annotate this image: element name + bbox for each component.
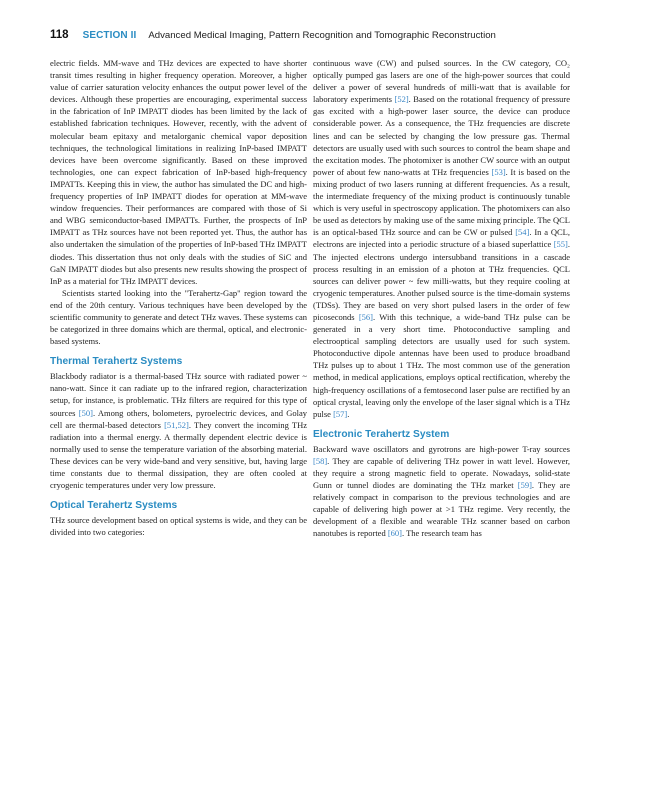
paragraph (313, 443, 570, 540)
heading-thermal-terahertz-systems: Thermal Terahertz Systems (50, 356, 183, 368)
right-column (313, 57, 570, 540)
paragraph (313, 57, 570, 420)
citation-link[interactable]: [60] (387, 528, 402, 539)
citation-link[interactable]: [58] (313, 455, 328, 466)
text-run: . They are relatively compact in comparison to the previous technologies and are capable of delivering high power at >1 THz regime. Very recently, the development of a flexible and wearable THz scanner based on carbon nanotubes is reported (313, 480, 571, 539)
text-run: . In a QCL, electrons are injected into a periodic structure of a biased superlattice (313, 227, 570, 250)
text-run: . Based on the rotational frequency of pressure gas excited with a high-power laser source, the device can produce considerable power. As a consequence, the THz frequencies are discrete lines and can be selected by changing the low pressure gas. Thermal detectors are usually used with such sources to control the beam shape and the excitation modes. The photomixer is another CW source with an output power of about few nano-watts at THz frequencies (313, 94, 570, 177)
section-label: SECTION II (82, 30, 137, 41)
text-run: . They convert the incoming THz radiation into a thermal energy. A thermally dependent electric device is normally used to sense the temperature variation of the absorbing material. These devices can be very wide-band and very sensitive, but, having large time constants due to thermal dissipation, they are often cooled at cryogenic temperatures under very low pressure. (50, 419, 307, 491)
text-run: . It is based on the mixing product of two lasers running at different frequencies. As a result, the intermediate frequency of the mixing product is continuously tunable which is very useful in spectroscopy application. The photomixers can also be used as detectors by making use of the same mixing principle. The QCL is an optical-based THz source and can be CW or pulsed (313, 166, 570, 238)
citation-link[interactable]: [59] (517, 480, 532, 491)
left-column (50, 57, 307, 538)
paragraph: THz source development based on optical systems is wide, and they can be divided into two categories: (50, 515, 307, 538)
citation-link[interactable]: [57] (333, 408, 348, 419)
citation-link[interactable]: [54] (515, 227, 530, 238)
text-run: Backward wave oscillators and gyrotrons are high-power T-ray sources (313, 443, 570, 454)
text-run: continuous wave (CW) and pulsed sources. In the CW category, CO₂ optically pumped gas lasers are one of the high-power sources that could deliver a power of several hundreds of milli-watt that is available for laboratory experiments (313, 58, 570, 105)
citation-link[interactable]: [52] (394, 94, 409, 105)
text-run: Blackbody radiator is a thermal-based THz source with radiated power ~ nano-watt. Since it can radiate up to the infrared region, characterization setup, for instance, is problematic. THz filters are required for this type of sources (50, 371, 307, 418)
paragraph (50, 370, 307, 491)
text-run: . The research team has (402, 528, 482, 539)
citation-link[interactable]: [55] (553, 239, 568, 250)
text-run: . With this technique, a wide-band THz pulse can be generated in a very short time. Photoconductive sampling and electrooptical sampling detectors are usually used for such system. Photoconductive dipole antennas have been used to produce broadband THz pulses up to about 1 THz. The most common use of the generation method, in medical applications, employs optical rectification, whereby the high-frequency oscillations of a femtosecond laser pulse are rectified by an optical crystal, leaving only the envelope of the laser signal which is a THz pulse (313, 311, 571, 419)
text-run: . They are capable of delivering THz power in watt level. However, they require a strong magnetic field to operate. Nowadays, solid-state Gunn or tunnel diodes are dominating the THz market (313, 455, 570, 491)
text-run: . Among others, bolometers, pyroelectric devices, and Golay cell are thermal-based detectors (50, 407, 307, 430)
page-number: 118 (50, 29, 69, 41)
paragraph: Scientists started looking into the "Terahertz-Gap" region toward the end of the 20th century. Various techniques have been developed by the scientific community to generate and detect THz waves. These systems can be categorized in three domains which are thermal, optical, and electronic-based systems. (50, 287, 307, 347)
text-run: . The injected electrons undergo intersubband transitions in a cascade process resulting in an emission of a photon at THz frequencies. QCL sources can deliver power ~ few milli-watts, but they require cooling at cryogenic temperatures. Another pulsed source is the time-domain systems (TDSs). They are based on very short pulsed lasers in the order of few picoseconds (313, 239, 570, 322)
paragraph: electric fields. MM-wave and THz devices are expected to have shorter transit times resulting in higher frequency operation. Moreover, a higher value of carrier saturation velocity enhances the output power level of the devices. Although these properties are encouraging, experimental success in the fabrication of InP IMPATT diodes has been limited by the lack of established fabrication techniques. However, recently, with the advent of molecular beam epitaxy and metalorganic chemical vapor deposition techniques, the technological limitations in realizing InP-based IMPATT devices have been overcome significantly. Based on these improved technologies, one can expect fabrication of InP-based high-frequency IMPATTs. Keeping this in view, the author has simulated the DC and high-frequency properties of InP IMPATT diodes for operation at MM-wave window frequencies. Their performances are compared with those of Si and WBG semiconductor-based IMPATTs. Further, the prospects of InP IMPATT as THz sources have not been reported yet. Thus, the author has also undertaken the simulation of the properties of InP-based THz IMPATT diodes. This dissertation thus not only deals with the studies of SiC and GaN IMPATT diodes but also presents new results showing the prospect of InP as a material for THz IMPATT devices. (50, 58, 307, 286)
heading-optical-terahertz-systems: Optical Terahertz Systems (50, 500, 178, 512)
citation-link[interactable]: [53] (491, 166, 506, 177)
text-run: . (347, 408, 350, 419)
running-header (50, 25, 610, 41)
citation-link[interactable]: [56] (358, 311, 374, 322)
citation-link[interactable]: [50] (78, 407, 93, 418)
heading-electronic-terahertz-system: Electronic Terahertz System (313, 428, 450, 440)
section-title: Advanced Medical Imaging, Pattern Recognition and Tomographic Reconstruction (148, 30, 496, 41)
citation-link[interactable]: [51,52] (164, 419, 189, 430)
